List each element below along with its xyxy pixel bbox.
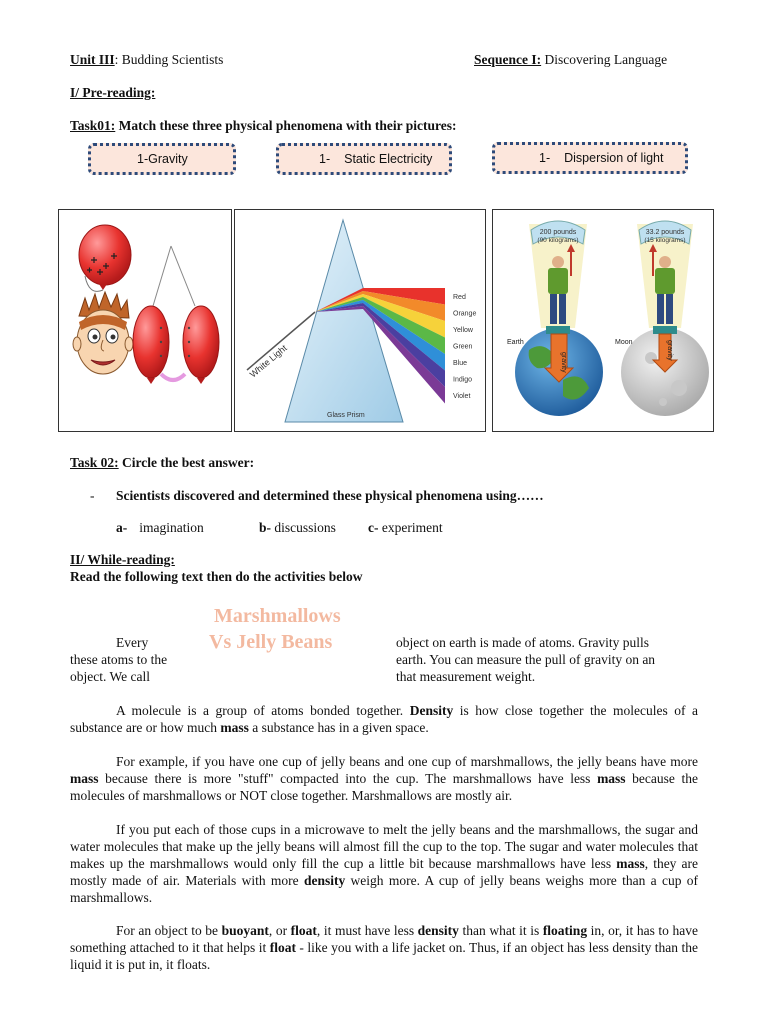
whilereading-heading: II/ While-reading: [70,552,175,567]
paragraph-example [70,753,698,804]
task01-label: Task01: [70,118,116,133]
intro-left-2: these atoms to the [70,652,168,667]
text-run: - like you with a life jacket on. Thus, if an object has less density than the liquid it is put in, it floats. [70,940,699,972]
text-run: A molecule is a group of atoms bonded together. [116,703,410,718]
paragraph-buoyancy [70,922,698,973]
prism-illustration [235,210,485,431]
task02-label: Task 02: [70,455,119,470]
moon-label: Moon [615,339,633,346]
text-title-line2: Vs Jelly Beans [209,631,333,653]
bold-term: floating [542,923,588,938]
text-run: than what it is [458,923,543,938]
text-run: If you put each of those cups in a microwave to melt the jelly beans and the marshmallows, the sugar and water molecules that make up the jelly beans will almost fill the cup to the top. The sugar and water molecules that makes up the marshmallows would only fill the cup a little bit because marshmallows have less [70,822,698,871]
text-run: , it must have less [316,923,418,938]
bold-term: buoyant [221,923,269,938]
bold-term: density [303,873,346,888]
text-run: because the molecules of marshmallows or NOT close together. Marshmallows are mostly air. [70,771,699,803]
option-box-dispersion: 1- Dispersion of light [492,142,688,174]
color-label-yellow: Yellow [453,327,473,334]
task02-question: Scientists discovered and determined these physical phenomena using…… [116,488,544,503]
option-b[interactable]: b- discussions [259,520,336,535]
prereading-heading: I/ Pre-reading: [70,85,156,100]
intro-left-3: object. We call [70,669,151,684]
sequence-heading [474,52,667,68]
gravity-picture [492,209,714,432]
intro-left-1: Every [116,635,149,650]
intro-right-1: object on earth is made of atoms. Gravity pulls [396,635,650,650]
option-box-static-electricity: 1- Static Electricity [276,143,452,175]
unit-title: : Budding Scientists [114,52,224,67]
unit-label: Unit III [70,52,115,67]
color-label-blue: Blue [453,360,468,367]
bold-term: mass [220,720,249,735]
task01-instruction [70,118,457,134]
white-light-label: White Light [247,342,289,380]
task02-text: Circle the best answer: [118,455,255,470]
bold-term: mass [597,771,626,786]
sequence-title: Discovering Language [541,52,668,67]
bold-term: mass [616,856,645,871]
moon-weight-pounds: 33.2 pounds [645,229,685,236]
text-run: For example, if you have one cup of jelly beans and one cup of marshmallows, the jelly beans have more [116,754,698,769]
earth-label: Earth [507,339,524,346]
earth-weight-pounds: 200 pounds [539,229,577,236]
option-a[interactable]: a- imagination [116,520,204,535]
unit-heading [70,52,223,68]
text-run: For an object to be [116,923,222,938]
text-run: is how close together the molecules of a substance are or how much [70,703,698,735]
text-run: , or [268,923,291,938]
intro-right-3: that measurement weight. [396,669,536,684]
color-label-red: Red [453,294,466,301]
sequence-label: Sequence I: [474,52,542,67]
gravity-illustration [493,210,713,431]
earth-weight-kg: (90 kilograms) [537,237,579,244]
paragraph-density [70,702,698,736]
paragraph-microwave [70,821,698,906]
color-label-violet: Violet [453,393,471,400]
bold-term: mass [70,771,99,786]
earth-gravity-label: gravity [560,352,567,373]
bold-term: Density [409,703,454,718]
intro-right-2: earth. You can measure the pull of gravity on an [396,652,656,667]
color-label-green: Green [453,343,473,351]
text-run: weigh more. A cup of jelly beans weighs more than a cup of marshmallows. [70,873,698,905]
moon-weight-kg: (15 kilograms) [644,237,686,244]
bold-term: float [290,923,317,938]
text-run: in, or, it has to have something attached to it that helps it [70,923,698,955]
text-run: because there is more "stuff" compacted into the cup. The marshmallows have less [98,771,598,786]
whilereading-instruction: Read the following text then do the activities below [70,569,363,584]
static-electricity-picture [58,209,232,432]
bold-term: float [269,940,296,955]
task02-instruction [70,455,254,471]
task02-bullet: - [90,488,95,503]
bold-term: density [417,923,459,938]
text-title-line1: Marshmallows [214,605,341,627]
balloon-illustration [59,210,231,431]
text-run: , they are mostly made of air. Materials with more [70,856,698,888]
option-c[interactable]: c- experiment [368,520,443,535]
prism-picture [234,209,486,432]
color-label-orange: Orange [453,310,477,318]
color-label-indigo: Indigo [453,376,473,384]
option-box-gravity: 1-Gravity [88,143,236,175]
task01-text: Match these three physical phenomena with their pictures: [115,118,457,133]
glass-prism-label: Glass Prism [327,412,365,419]
text-run: a substance has in a given space. [248,720,429,735]
moon-gravity-label: gravity [666,340,673,361]
